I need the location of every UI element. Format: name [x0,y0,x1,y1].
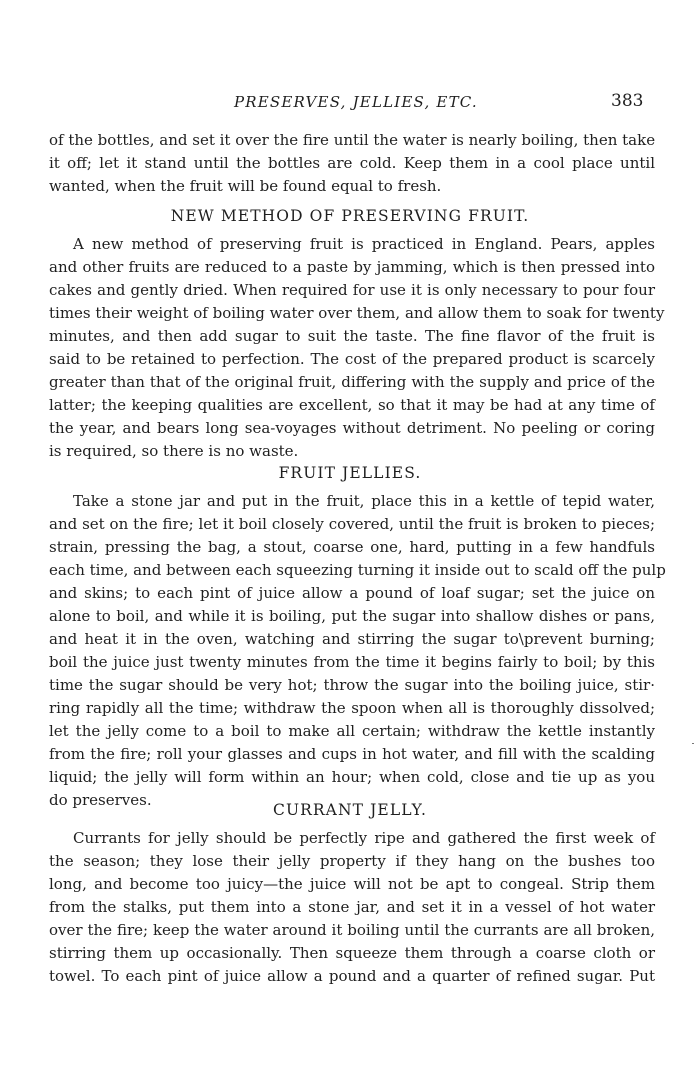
running-head: PRESERVES, JELLIES, ETC. [234,93,478,111]
text-line: the year, and bears long sea-voyages without detriment. No peeling or coring [49,419,655,437]
text-line: cakes and gently dried. When required for use it is only necessary to pour four [49,281,655,299]
text-line: Currants for jelly should be perfectly ripe and gathered the first week of [73,829,655,847]
section-heading-currant-jelly: CURRANT JELLY. [273,801,427,819]
text-line: wanted, when the fruit will be found equal to fresh. [49,177,442,195]
text-line: is required, so there is no waste. [49,442,299,460]
text-line: and skins; to each pint of juice allow a pound of loaf sugar; set the juice on [49,584,655,602]
text-line: let the jelly come to a boil to make all certain; withdraw the kettle instantly [49,722,655,740]
text-line: strain, pressing the bag, a stout, coarse one, hard, putting in a few handfuls [49,538,655,556]
text-line: towel. To each pint of juice allow a pound and a quarter of refined sugar. Put [49,967,655,985]
page-number: 383 [611,91,644,111]
text-line: liquid; the jelly will form within an hour; when cold, close and tie up as you [49,768,655,786]
text-line: boil the juice just twenty minutes from the time it begins fairly to boil; by this [49,653,655,671]
text-line: latter; the keeping qualities are excellent, so that it may be had at any time of [49,396,655,414]
text-line: stirring them up occasionally. Then squeeze them through a coarse cloth or [49,944,655,962]
text-line: from the stalks, put them into a stone jar, and set it in a vessel of hot water [49,898,655,916]
margin-speck [692,743,694,744]
text-line: each time, and between each squeezing turning it inside out to scald off the pulp [49,561,666,579]
text-line: and set on the fire; let it boil closely covered, until the fruit is broken to pieces; [49,515,655,533]
text-line: ring rapidly all the time; withdraw the spoon when all is thoroughly dissolved; [49,699,655,717]
text-line: times their weight of boiling water over them, and allow them to soak for twenty [49,304,665,322]
text-line: and other fruits are reduced to a paste by jamming, which is then pressed into [49,258,655,276]
text-line: the season; they lose their jelly property if they hang on the bushes too [49,852,655,870]
text-line: long, and become too juicy—the juice will not be apt to congeal. Strip them [49,875,655,893]
text-line: minutes, and then add sugar to suit the taste. The fine flavor of the fruit is [49,327,655,345]
text-line: from the fire; roll your glasses and cups in hot water, and fill with the scalding [49,745,655,763]
text-line: Take a stone jar and put in the fruit, place this in a kettle of tepid water, [73,492,655,510]
text-line: time the sugar should be very hot; throw the sugar into the boiling juice, stir· [49,676,655,694]
text-line: A new method of preserving fruit is practiced in England. Pears, apples [73,235,655,253]
text-line: of the bottles, and set it over the fire until the water is nearly boiling, then take [49,131,656,149]
text-line: greater than that of the original fruit, differing with the supply and price of the [49,373,655,391]
text-line: it off; let it stand until the bottles are cold. Keep them in a cool place until [49,154,655,172]
text-line: over the fire; keep the water around it boiling until the currants are all broken, [49,921,655,939]
text-line: and heat it in the oven, watching and stirring the sugar to\prevent burning; [49,630,655,648]
text-line: alone to boil, and while it is boiling, put the sugar into shallow dishes or pans, [49,607,655,625]
section-heading-fruit-jellies: FRUIT JELLIES. [278,464,422,482]
section-heading-new-method: NEW METHOD OF PRESERVING FRUIT. [170,207,530,225]
text-line: do preserves. [49,791,152,809]
text-line: said to be retained to perfection. The cost of the prepared product is scarcely [49,350,655,368]
